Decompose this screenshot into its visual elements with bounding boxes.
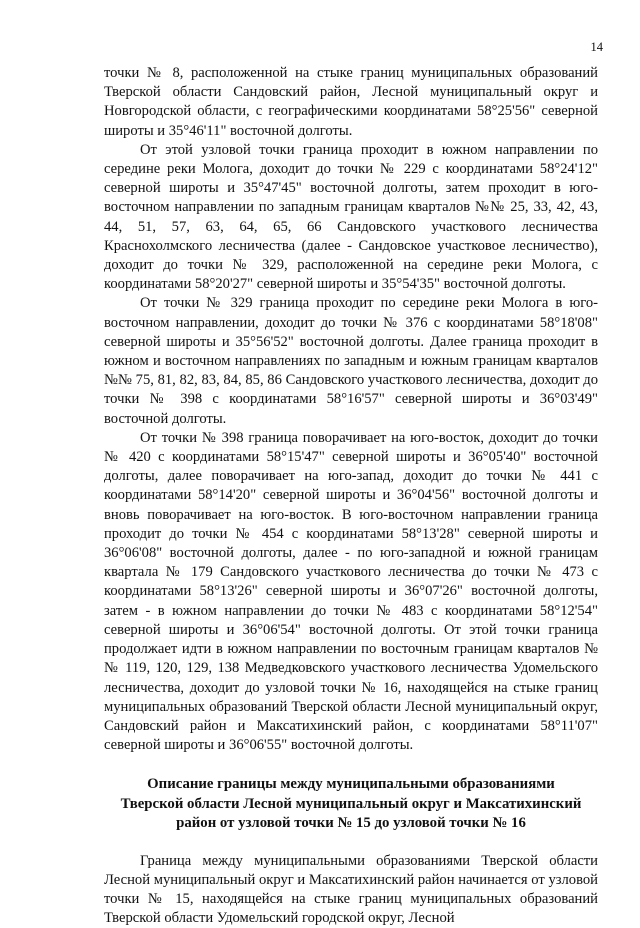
paragraph: От этой узловой точки граница проходит в южном направлении по середине реки Молога, доходит до точки № 229 с координатами 58°24'12" северной широты и 35°47'45" восточной долготы, затем проходит в юго-восточном направлении по западным границам кварталов №№ 25, 33, 42, 43, 44, 51, 57, 63, 64, 65, 66 Сандовского участкового лесничества Краснохолмского лесничества (далее - Сандовское участковое лесничество), доходит до точки № 329, расположенной на середине реки Молога, с координатами 58°20'27" северной широты и 35°54'35" восточной долготы. bbox=[104, 141, 598, 293]
document-body bbox=[104, 64, 598, 928]
paragraph: От точки № 398 граница поворачивает на юго-восток, доходит до точки № 420 с координатами 58°15'47" северной широты и 36°05'40" восточной долготы, далее поворачивает на юго-запад, доходит до точки № 441 с координатами 58°14'20" северной широты и 36°04'56" восточной долготы и вновь поворачивает на юго-восток. В юго-восточном направлении граница проходит до точки № 454 с координатами 58°13'28" северной широты и 36°06'08" восточной долготы, далее - по юго-западной и южной границам квартала № 179 Сандовского участкового лесничества до точки № 473 с координатами 58°13'26" северной широты и 36°07'26" восточной долготы, затем - в южном направлении до точки № 483 с координатами 58°12'54" северной широты и 36°06'54" восточной долготы. От этой точки граница продолжает идти в южном направлении по восточным границам кварталов №№ 119, 120, 129, 138 Медведковского участкового лесничества Удомельского лесничества, доходит до узловой точки № 16, находящейся на стыке границ муниципальных образований Тверской области Лесной муниципальный округ, Сандовский район и Максатихинский район, с координатами 58°11'07" северной широты и 36°06'55" восточной долготы. bbox=[104, 429, 598, 754]
page-number: 14 bbox=[590, 40, 603, 54]
section-heading: Описание границы между муниципальными образованиями Тверской области Лесной муниципальный округ и Максатихинский район от узловой точки № 15 до узловой точки № 16 bbox=[120, 776, 582, 832]
paragraph: От точки № 329 граница проходит по середине реки Молога в юго-восточном направлении, доходит до точки № 376 с координатами 58°18'08" северной широты и 35°56'52" восточной долготы. Далее граница проходит в южном и восточном направлениях по западным и южным границам кварталов №№ 75, 81, 82, 83, 84, 85, 86 Сандовского участкового лесничества, доходит до точки № 398 с координатами 58°16'57" северной широты и 36°03'49" восточной долготы. bbox=[104, 295, 598, 427]
paragraph: точки № 8, расположенной на стыке границ муниципальных образований Тверской области Сандовский район, Лесной муниципальный округ и Новгородской области, с географическими координатами 58°25'56" северной широты и 35°46'11" восточной долготы. bbox=[104, 65, 598, 139]
paragraph: Граница между муниципальными образованиями Тверской области Лесной муниципальный округ и Максатихинский район начинается от узловой точки № 15, находящейся на стыке границ муниципальных образований Тверской области Удомельский городской округ, Лесной bbox=[104, 852, 598, 927]
